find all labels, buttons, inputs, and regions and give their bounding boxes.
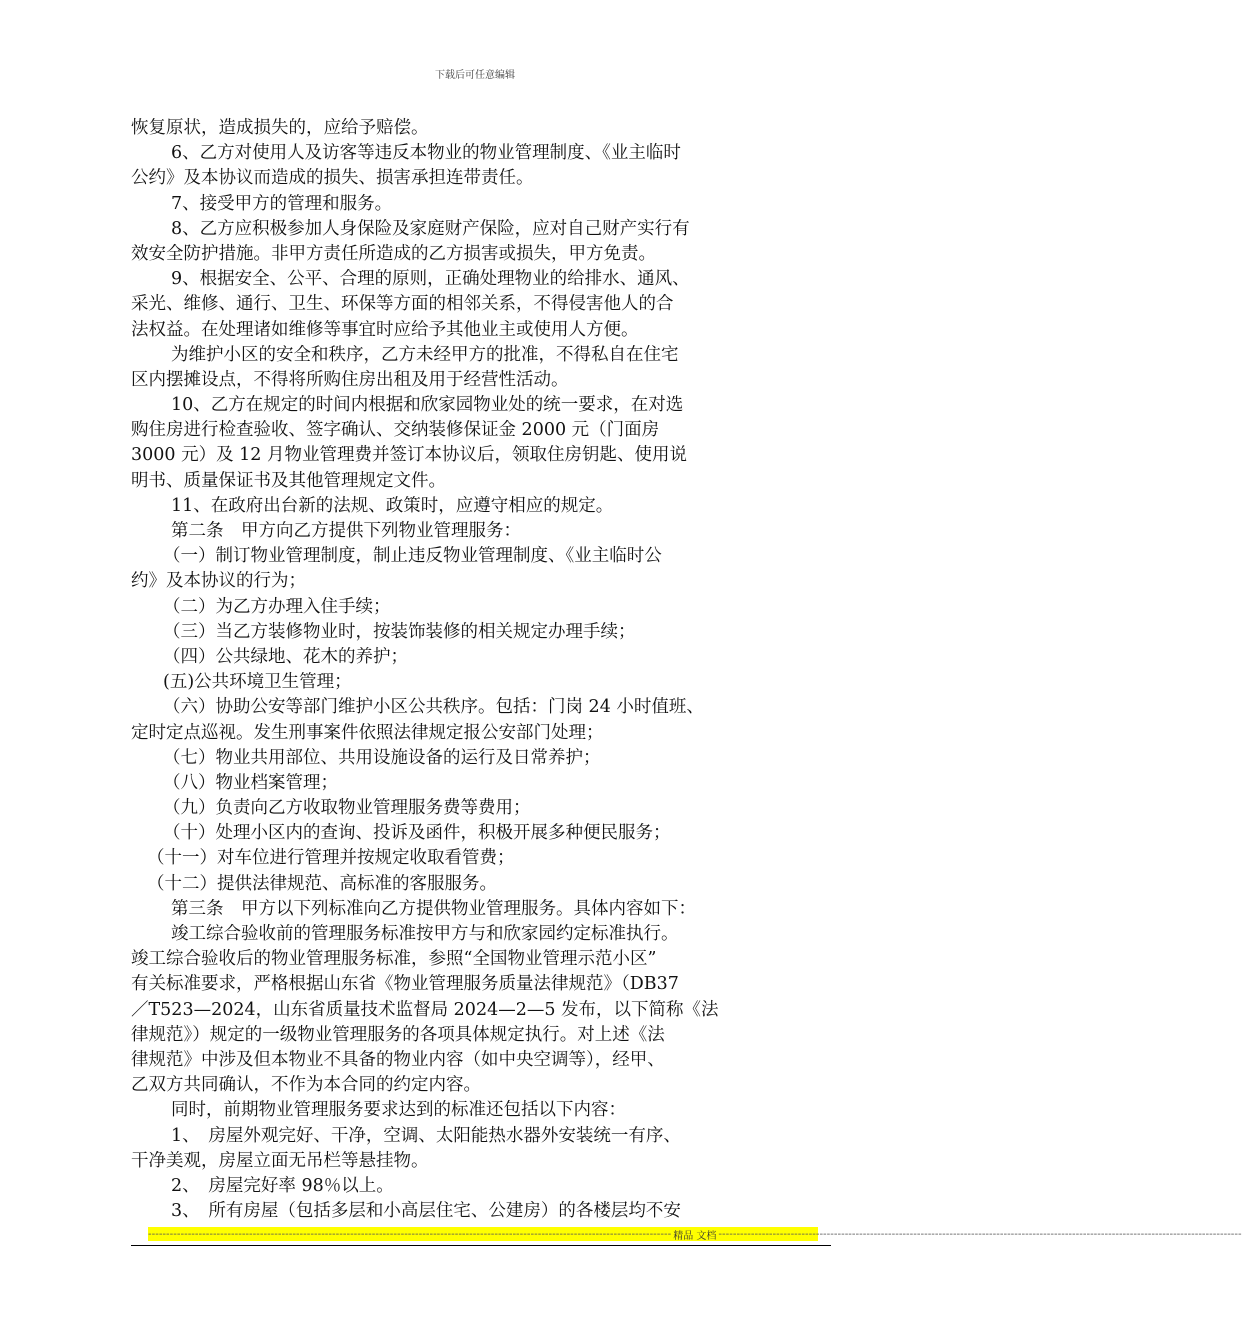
- text-line: 约》及本协议的行为；: [131, 571, 306, 592]
- text-line: 8、乙方应积极参加人身保险及家庭财产保险，应对自己财产实行有: [171, 218, 690, 239]
- text-line: （八）物业档案管理；: [163, 772, 338, 793]
- text-line: 竣工综合验收前的管理服务标准按甲方与和欣家园约定标准执行。: [171, 924, 679, 944]
- text-line: 6、乙方对使用人及访客等违反本物业的物业管理制度、《业主临时: [171, 143, 681, 164]
- text-line: 干净美观，房屋立面无吊栏等悬挂物。: [131, 1150, 429, 1171]
- text-line: 第三条 甲方以下列标准向乙方提供物业管理服务。具体内容如下：: [171, 898, 696, 919]
- text-line: 恢复原状，造成损失的，应给予赔偿。: [131, 118, 429, 138]
- text-line: 3000 元）及 12 月物业管理费并签订本协议后，领取住房钥匙、使用说: [131, 445, 687, 466]
- text-line: 竣工综合验收后的物业管理服务标准，参照“全国物业管理示范小区”: [131, 949, 657, 970]
- text-line: 公约》及本协议而造成的损失、损害承担连带责任。: [131, 168, 534, 189]
- text-line: 效安全防护措施。非甲方责任所造成的乙方损害或损失，甲方免责。: [131, 243, 656, 264]
- footer-dashes-right: -------------------------------------------------------------------------------------------------------------------------------------------------: [718, 1228, 1242, 1240]
- text-line: （十一）对车位进行管理并按规定收取看管费；: [147, 848, 515, 869]
- text-line: （一）制订物业管理制度，制止违反物业管理制度、《业主临时公: [163, 546, 662, 567]
- text-line: （十）处理小区内的查询、投诉及函件，积极开展多种便民服务；: [163, 823, 671, 844]
- text-line: 购住房进行检查验收、签字确认、交纳装修保证金 2000 元（门面房: [131, 420, 660, 441]
- text-line: 明书、质量保证书及其他管理规定文件。: [131, 470, 446, 491]
- text-line: 10、乙方在规定的时间内根据和欣家园物业处的统一要求，在对选: [171, 395, 684, 416]
- text-line: ／T523—2024，山东省质量技术监督局 2024—2—5 发布，以下简称《法: [131, 999, 719, 1020]
- text-line: 同时，前期物业管理服务要求达到的标准还包括以下内容：: [171, 1100, 626, 1121]
- text-line: 有关标准要求，严格根据山东省《物业管理服务质量法律规范》（DB37: [131, 974, 679, 995]
- text-line: 乙双方共同确认，不作为本合同的约定内容。: [131, 1075, 481, 1096]
- text-line: 7、接受甲方的管理和服务。: [171, 193, 393, 214]
- text-line: （七）物业共用部位、共用设施设备的运行及日常养护；: [163, 747, 601, 768]
- text-line: 第二条 甲方向乙方提供下列物业管理服务：: [171, 521, 521, 541]
- text-line: (五)公共环境卫生管理；: [163, 672, 352, 693]
- text-line: 3、 所有房屋（包括多层和小高层住宅、公建房）的各楼层均不安: [171, 1201, 681, 1222]
- footer-dashes-left: -------------------------------------------------------------------------------------------------------------------------------------------------: [148, 1228, 672, 1240]
- footer-divider: [131, 1245, 831, 1246]
- text-line: （三）当乙方装修物业时，按装饰装修的相关规定办理手续；: [163, 621, 636, 642]
- text-line: 9、根据安全、公平、合理的原则，正确处理物业的给排水、通风、: [171, 269, 690, 290]
- text-line: 11、在政府出台新的法规、政策时，应遵守相应的规定。: [171, 495, 614, 516]
- text-line: （二）为乙方办理入住手续；: [163, 596, 391, 617]
- text-line: （四）公共绿地、花木的养护；: [163, 646, 408, 667]
- text-line: 定时定点巡视。发生刑事案件依照法律规定报公安部门处理；: [131, 722, 604, 743]
- text-line: 律规范》中涉及但本物业不具备的物业内容（如中央空调等），经甲、: [131, 1049, 665, 1070]
- page-header: 下载后可任意编辑: [435, 70, 515, 81]
- text-line: 律规范》）规定的一级物业管理服务的各项具体规定执行。对上述《法: [131, 1024, 665, 1045]
- document-body: [131, 116, 831, 1224]
- text-line: 区内摆摊设点，不得将所购住房出租及用于经营性活动。: [131, 369, 569, 390]
- footer-label: 精品 文档: [673, 1230, 717, 1242]
- text-line: 采光、维修、通行、卫生、环保等方面的相邻关系，不得侵害他人的合: [131, 294, 674, 315]
- text-line: 法权益。在处理诸如维修等事宜时应给予其他业主或使用人方便。: [131, 319, 639, 340]
- text-line: （九）负责向乙方收取物业管理服务费等费用；: [163, 798, 531, 819]
- text-line: （六）协助公安等部门维护小区公共秩序。包括：门岗 24 小时值班、: [163, 697, 704, 718]
- footer-banner: [148, 1227, 1242, 1242]
- text-line: 1、 房屋外观完好、干净，空调、太阳能热水器外安装统一有序、: [171, 1125, 681, 1146]
- text-line: 为维护小区的安全和秩序，乙方未经甲方的批准，不得私自在住宅: [171, 344, 679, 365]
- text-line: （十二）提供法律规范、高标准的客服服务。: [147, 873, 497, 894]
- text-line: 2、 房屋完好率 98％以上。: [171, 1175, 394, 1196]
